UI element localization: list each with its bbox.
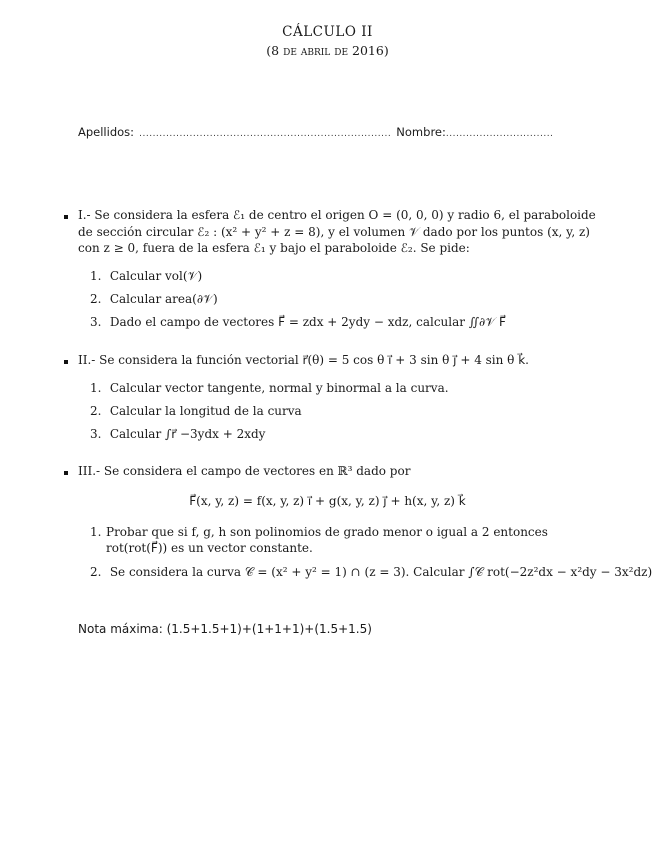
bullet-problem-2 xyxy=(64,360,68,364)
problem-1-item-1 xyxy=(90,268,202,284)
problem-3-item-1 xyxy=(90,524,595,556)
problem-2-item-2 xyxy=(90,403,302,419)
problem-1-item-3 xyxy=(90,314,506,330)
item-number: 3. xyxy=(90,427,102,441)
item-text: Dado el campo de vectores F⃗ = zdx + 2ydy − xdz, calcular ∬∂𝒱 F⃗ xyxy=(109,315,506,329)
item-number: 2. xyxy=(90,404,102,418)
surname-label: Apellidos: xyxy=(78,125,135,139)
problem-2-item-1 xyxy=(90,380,449,396)
name-field[interactable]: ................................ xyxy=(445,129,554,139)
item-text: Probar que si f, g, h son polinomios de grado menor o igual a 2 entonces rot(rot(F⃗)) es un vector constante. xyxy=(106,525,548,555)
exam-date: (8 de abril de 2016) xyxy=(266,43,389,58)
item-text: Calcular vol(𝒱) xyxy=(109,269,203,283)
item-text: Calcular area(∂𝒱) xyxy=(109,292,218,306)
item-text: Calcular vector tangente, normal y binormal a la curva. xyxy=(109,381,449,395)
max-grade-note: Nota máxima: (1.5+1.5+1)+(1+1+1)+(1.5+1.5) xyxy=(78,622,372,636)
bullet-problem-3 xyxy=(64,471,68,475)
problem-1-statement: I.- Se considera la esfera ℰ₁ de centro el origen O = (0, 0, 0) y radio 6, el paraboloide de sección circular ℰ₂ : (x² + y² + z = 8), y el volumen 𝒱 dado por los puntos (x, y, z) con z ≥ 0, fuera de la esfera ℰ₁ y bajo el paraboloide ℰ₂. Se pide: xyxy=(78,208,596,255)
item-number: 1. xyxy=(90,269,102,283)
problem-1-item-2 xyxy=(90,291,218,307)
item-text: Calcular ∫r⃗ −3ydx + 2xdy xyxy=(109,427,266,441)
item-number: 2. xyxy=(90,565,102,579)
vector-field-formula: F⃗(x, y, z) = f(x, y, z) i⃗ + g(x, y, z) j⃗ + h(x, y, z) k⃗ xyxy=(189,494,466,508)
problem-2-statement: II.- Se considera la función vectorial r⃗(θ) = 5 cos θ i⃗ + 3 sin θ j⃗ + 4 sin θ k⃗. xyxy=(78,353,529,367)
exam-title: CÁLCULO II xyxy=(282,24,373,40)
item-number: 3. xyxy=(90,315,102,329)
item-text: Se considera la curva 𝒞 = (x² + y² = 1) ∩ (z = 3). Calcular ∫𝒞 rot(−2z²dx − x²dy − 3x²dz) xyxy=(109,565,653,579)
item-number: 2. xyxy=(90,292,102,306)
bullet-problem-1 xyxy=(64,215,68,219)
student-info-line xyxy=(78,121,553,140)
item-text: Calcular la longitud de la curva xyxy=(109,404,302,418)
problem-3-statement: III.- Se considera el campo de vectores en ℝ³ dado por xyxy=(78,464,411,478)
surname-field[interactable]: ........................................................................... xyxy=(139,129,392,139)
item-number: 1. xyxy=(90,381,102,395)
name-label: Nombre: xyxy=(396,125,446,139)
problem-2-item-3 xyxy=(90,426,265,442)
problem-3-item-2 xyxy=(90,564,653,580)
item-number: 1. xyxy=(90,525,102,539)
